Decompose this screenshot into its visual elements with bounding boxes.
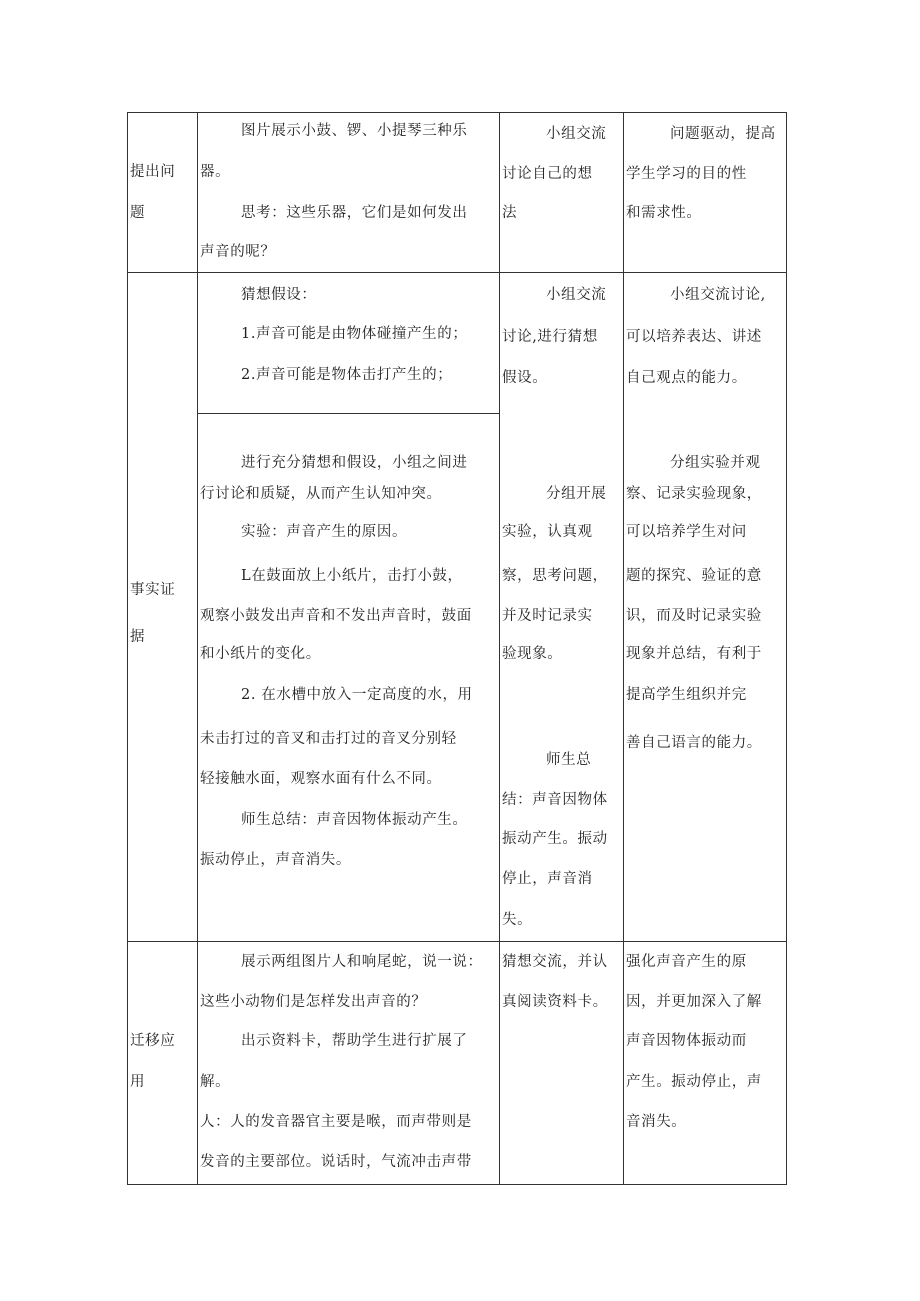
stage-label: 题 — [130, 205, 146, 221]
student-activity-text: 猜想交流，并认 — [502, 954, 608, 970]
content-text: 发音的主要部位。说话时，气流冲击声带 — [200, 1154, 472, 1170]
student-activity-text: 真阅读资料卡。 — [502, 994, 608, 1010]
experiment-text: 未击打过的音叉和击打过的音叉分别轻 — [200, 731, 457, 747]
student-activity-text: 假设。 — [502, 370, 548, 386]
hypothesis-text: 猜想假设： — [241, 287, 317, 303]
content-text: 解。 — [200, 1074, 231, 1090]
student-activity-text: 小组交流 — [546, 287, 607, 303]
content-text: 图片展示小鼓、锣、小提琴三种乐 — [241, 123, 468, 139]
design-intent-text: 学生学习的目的性 — [626, 166, 747, 182]
stage-label: 用 — [130, 1074, 146, 1090]
experiment-text: 2. 在水槽中放入一定高度的水，用 — [241, 687, 473, 703]
student-activity-text: 结：声音因物体 — [502, 792, 608, 808]
design-intent-text: 自己观点的能力。 — [626, 370, 747, 386]
design-intent-text: 识，而及时记录实验 — [626, 608, 762, 624]
table-border-top — [127, 112, 787, 113]
hypothesis-text: 2.声音可能是物体击打产生的； — [241, 367, 453, 383]
student-activity-text: 师生总 — [546, 752, 592, 768]
experiment-text: 实验：声音产生的原因。 — [241, 524, 408, 540]
student-activity-text: 失。 — [502, 912, 533, 928]
student-activity-text: 停止，声音消 — [502, 871, 593, 887]
column-divider — [499, 112, 500, 1185]
design-intent-text: 可以培养学生对问 — [626, 524, 747, 540]
student-activity-text: 讨论自己的想 — [502, 166, 593, 182]
column-divider — [623, 112, 624, 1185]
stage-label: 迁移应 — [130, 1033, 176, 1049]
experiment-text: 观察小鼓发出声音和不发出声音时，鼓面 — [200, 608, 472, 624]
student-activity-text: 振动产生。振动 — [502, 831, 608, 847]
design-intent-text: 题的探究、验证的意 — [626, 568, 762, 584]
experiment-text: L在鼓面放上小纸片，击打小鼓， — [241, 568, 463, 584]
column-divider — [197, 112, 198, 1185]
student-activity-text: 小组交流 — [546, 126, 607, 142]
design-intent-text: 提高学生组织并完 — [626, 687, 747, 703]
content-text: 器。 — [200, 164, 231, 180]
table-border-right — [786, 112, 787, 1185]
student-activity-text: 讨论,进行猜想 — [502, 329, 598, 345]
student-activity-text: 察，思考问题， — [502, 568, 608, 584]
experiment-text: 轻接触水面，观察水面有什么不同。 — [200, 771, 442, 787]
design-intent-text: 问题驱动，提高 — [670, 126, 776, 142]
content-text: 人：人的发音器官主要是喉，而声带则是 — [200, 1114, 472, 1130]
content-text: 出示资料卡，帮助学生进行扩展了 — [241, 1033, 468, 1049]
design-intent-text: 分组实验并观 — [670, 455, 761, 471]
experiment-text: 师生总结：声音因物体振动产生。 — [241, 812, 468, 828]
stage-label: 据 — [130, 629, 146, 645]
design-intent-text: 音消失。 — [626, 1114, 687, 1130]
student-activity-text: 法 — [502, 205, 518, 221]
table-border-bottom — [127, 1184, 787, 1185]
experiment-text: 和小纸片的变化。 — [200, 646, 321, 662]
row-divider — [127, 272, 787, 273]
experiment-text: 进行充分猜想和假设，小组之间进 — [241, 455, 468, 471]
design-intent-text: 察、记录实验现象， — [626, 486, 762, 502]
content-text: 这些小动物们是怎样发出声音的？ — [200, 994, 427, 1010]
content-text: 展示两组图片人和响尾蛇，说一说： — [241, 954, 483, 970]
stage-label: 提出问 — [130, 164, 176, 180]
content-text: 声音的呢？ — [200, 244, 276, 260]
stage-label: 事实证 — [130, 582, 176, 598]
design-intent-text: 产生。振动停止，声 — [626, 1074, 762, 1090]
experiment-text: 行讨论和质疑，从而产生认知冲突。 — [200, 486, 442, 502]
student-activity-text: 验现象。 — [502, 646, 563, 662]
design-intent-text: 和需求性。 — [626, 205, 702, 221]
table-border-left — [127, 112, 128, 1185]
design-intent-text: 现象并总结，有利于 — [626, 646, 762, 662]
design-intent-text: 可以培养表达、讲述 — [626, 329, 762, 345]
student-activity-text: 实验，认真观 — [502, 524, 593, 540]
design-intent-text: 善自己语言的能力。 — [626, 735, 762, 751]
design-intent-text: 强化声音产生的原 — [626, 954, 747, 970]
content-text: 思考：这些乐器，它们是如何发出 — [241, 205, 468, 221]
row-divider — [127, 941, 787, 942]
cell-divider — [197, 413, 500, 414]
student-activity-text: 分组开展 — [546, 486, 607, 502]
hypothesis-text: 1.声音可能是由物体碰撞产生的； — [241, 326, 468, 342]
design-intent-text: 小组交流讨论, — [670, 287, 766, 303]
design-intent-text: 因，并更加深入了解 — [626, 994, 762, 1010]
experiment-text: 振动停止，声音消失。 — [200, 852, 351, 868]
student-activity-text: 并及时记录实 — [502, 608, 593, 624]
design-intent-text: 声音因物体振动而 — [626, 1033, 747, 1049]
